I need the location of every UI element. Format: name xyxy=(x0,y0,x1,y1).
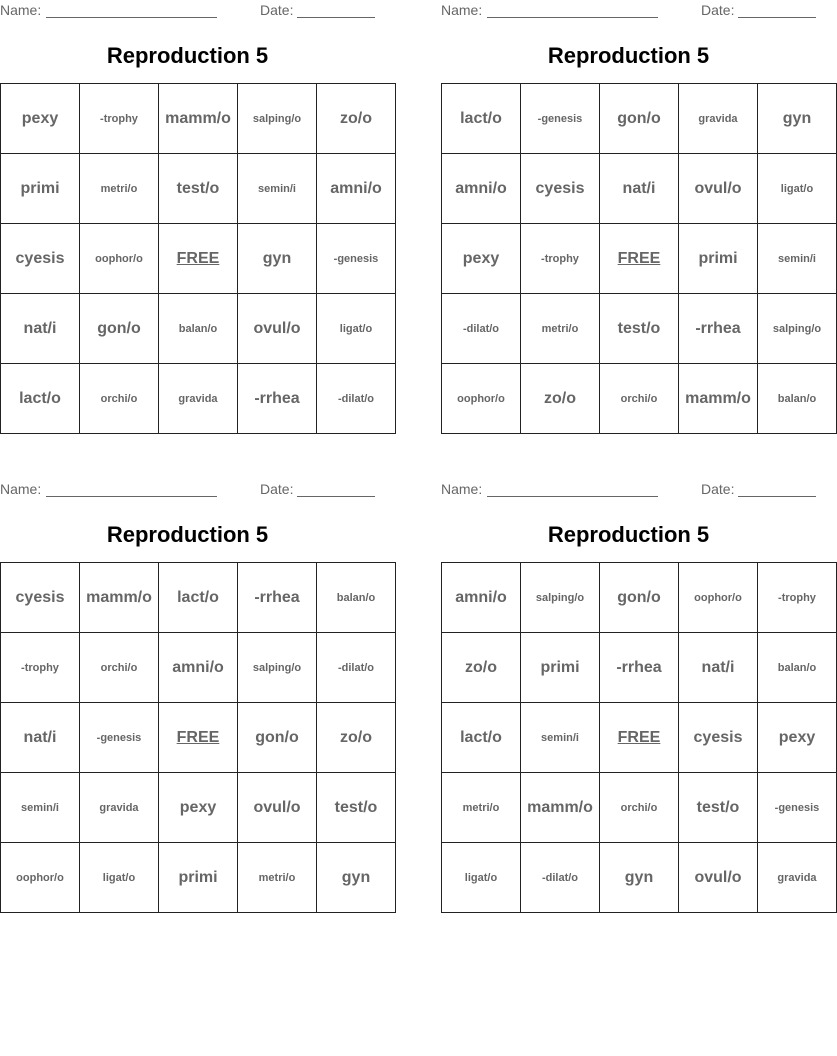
bingo-cell: zo/o xyxy=(317,84,396,154)
bingo-cell: lact/o xyxy=(442,703,521,773)
bingo-cell: test/o xyxy=(159,154,238,224)
bingo-row xyxy=(442,364,837,434)
bingo-cell: -genesis xyxy=(80,703,159,773)
bingo-cell: gon/o xyxy=(600,84,679,154)
name-blank-line xyxy=(46,496,217,497)
card-header xyxy=(0,0,375,20)
bingo-cell: ovul/o xyxy=(679,843,758,913)
card-title: Reproduction 5 xyxy=(106,522,269,547)
bingo-cell: gyn xyxy=(600,843,679,913)
bingo-cell: amni/o xyxy=(159,633,238,703)
bingo-cell: -dilat/o xyxy=(521,843,600,913)
bingo-cell: gravida xyxy=(159,364,238,434)
bingo-row xyxy=(442,633,837,703)
bingo-cell: amni/o xyxy=(442,563,521,633)
bingo-row xyxy=(1,633,396,703)
bingo-row xyxy=(442,154,837,224)
bingo-row xyxy=(1,154,396,224)
bingo-cell: balan/o xyxy=(758,633,837,703)
bingo-cell: -rrhea xyxy=(679,294,758,364)
free-space: FREE xyxy=(600,703,679,773)
bingo-row xyxy=(1,84,396,154)
bingo-grid xyxy=(0,83,396,434)
name-blank-line xyxy=(46,17,217,18)
bingo-cell: gyn xyxy=(317,843,396,913)
bingo-cell: pexy xyxy=(159,773,238,843)
bingo-cell: -genesis xyxy=(317,224,396,294)
free-space: FREE xyxy=(159,224,238,294)
bingo-cell: zo/o xyxy=(442,633,521,703)
date-label: Date: xyxy=(260,481,294,497)
name-label: Name: xyxy=(441,481,483,497)
bingo-cell: semin/i xyxy=(758,224,837,294)
free-space: FREE xyxy=(159,703,238,773)
bingo-cell: primi xyxy=(159,843,238,913)
date-label: Date: xyxy=(701,481,735,497)
card-header xyxy=(0,479,375,499)
bingo-cell: -dilat/o xyxy=(317,633,396,703)
bingo-cell: primi xyxy=(679,224,758,294)
bingo-cell: salping/o xyxy=(238,84,317,154)
bingo-cell: gravida xyxy=(679,84,758,154)
bingo-card-4 xyxy=(441,479,820,919)
bingo-cell: -dilat/o xyxy=(442,294,521,364)
bingo-row xyxy=(1,703,396,773)
bingo-row xyxy=(442,563,837,633)
bingo-cell: lact/o xyxy=(1,364,80,434)
bingo-row xyxy=(1,224,396,294)
name-blank-line xyxy=(487,496,658,497)
bingo-cell: -rrhea xyxy=(600,633,679,703)
bingo-row xyxy=(1,364,396,434)
bingo-cell: gyn xyxy=(238,224,317,294)
bingo-card-3 xyxy=(0,479,378,919)
bingo-cell: primi xyxy=(1,154,80,224)
bingo-card-2 xyxy=(441,0,822,440)
bingo-cell: cyesis xyxy=(1,563,80,633)
bingo-cell: mamm/o xyxy=(159,84,238,154)
card-title: Reproduction 5 xyxy=(547,522,710,547)
bingo-cell: -dilat/o xyxy=(317,364,396,434)
bingo-cell: -genesis xyxy=(521,84,600,154)
date-label: Date: xyxy=(260,2,294,18)
bingo-cell: -rrhea xyxy=(238,364,317,434)
bingo-cell: -trophy xyxy=(521,224,600,294)
bingo-cell: -trophy xyxy=(1,633,80,703)
bingo-cell: metri/o xyxy=(521,294,600,364)
bingo-cell: -trophy xyxy=(758,563,837,633)
bingo-cell: oophor/o xyxy=(80,224,159,294)
bingo-cell: salping/o xyxy=(238,633,317,703)
date-blank-line xyxy=(738,496,816,497)
bingo-cell: oophor/o xyxy=(1,843,80,913)
bingo-cell: mamm/o xyxy=(679,364,758,434)
bingo-cell: ligat/o xyxy=(317,294,396,364)
bingo-cell: semin/i xyxy=(238,154,317,224)
bingo-row xyxy=(442,84,837,154)
bingo-cell: test/o xyxy=(600,294,679,364)
bingo-cell: nat/i xyxy=(600,154,679,224)
bingo-cell: gravida xyxy=(758,843,837,913)
card-title: Reproduction 5 xyxy=(547,43,710,68)
name-blank-line xyxy=(487,17,658,18)
bingo-row xyxy=(1,843,396,913)
bingo-cell: amni/o xyxy=(442,154,521,224)
name-label: Name: xyxy=(0,481,42,497)
bingo-cell: cyesis xyxy=(1,224,80,294)
bingo-cell: salping/o xyxy=(521,563,600,633)
date-blank-line xyxy=(738,17,816,18)
bingo-cell: gon/o xyxy=(80,294,159,364)
bingo-cell: -trophy xyxy=(80,84,159,154)
bingo-cell: mamm/o xyxy=(521,773,600,843)
bingo-cell: -genesis xyxy=(758,773,837,843)
bingo-row xyxy=(1,773,396,843)
bingo-cell: metri/o xyxy=(80,154,159,224)
bingo-cell: ovul/o xyxy=(238,294,317,364)
bingo-cell: pexy xyxy=(442,224,521,294)
bingo-cell: ligat/o xyxy=(80,843,159,913)
bingo-cell: lact/o xyxy=(442,84,521,154)
bingo-cell: zo/o xyxy=(521,364,600,434)
bingo-cell: orchi/o xyxy=(80,364,159,434)
bingo-cell: -rrhea xyxy=(238,563,317,633)
bingo-cell: ligat/o xyxy=(442,843,521,913)
bingo-cell: orchi/o xyxy=(600,364,679,434)
bingo-cell: nat/i xyxy=(1,703,80,773)
bingo-cell: oophor/o xyxy=(679,563,758,633)
bingo-cell: test/o xyxy=(679,773,758,843)
bingo-row xyxy=(1,563,396,633)
bingo-cell: orchi/o xyxy=(600,773,679,843)
bingo-cell: pexy xyxy=(1,84,80,154)
bingo-row xyxy=(442,224,837,294)
bingo-row xyxy=(442,773,837,843)
bingo-cell: gyn xyxy=(758,84,837,154)
card-header xyxy=(441,479,816,499)
bingo-cell: orchi/o xyxy=(80,633,159,703)
bingo-cell: cyesis xyxy=(679,703,758,773)
bingo-cell: balan/o xyxy=(758,364,837,434)
bingo-cell: semin/i xyxy=(1,773,80,843)
bingo-cell: mamm/o xyxy=(80,563,159,633)
bingo-cell: lact/o xyxy=(159,563,238,633)
bingo-card-1 xyxy=(0,0,382,440)
bingo-row xyxy=(442,703,837,773)
bingo-grid xyxy=(441,562,837,913)
date-label: Date: xyxy=(701,2,735,18)
bingo-cell: nat/i xyxy=(679,633,758,703)
bingo-cell: oophor/o xyxy=(442,364,521,434)
name-label: Name: xyxy=(0,2,42,18)
bingo-cell: gon/o xyxy=(600,563,679,633)
name-label: Name: xyxy=(441,2,483,18)
bingo-cell: salping/o xyxy=(758,294,837,364)
bingo-cell: semin/i xyxy=(521,703,600,773)
bingo-cell: zo/o xyxy=(317,703,396,773)
bingo-row xyxy=(442,294,837,364)
bingo-cell: pexy xyxy=(758,703,837,773)
bingo-row xyxy=(1,294,396,364)
bingo-cell: ovul/o xyxy=(238,773,317,843)
bingo-cell: balan/o xyxy=(317,563,396,633)
date-blank-line xyxy=(297,496,375,497)
bingo-cell: amni/o xyxy=(317,154,396,224)
bingo-cell: ligat/o xyxy=(758,154,837,224)
bingo-cell: cyesis xyxy=(521,154,600,224)
free-space: FREE xyxy=(600,224,679,294)
card-title: Reproduction 5 xyxy=(106,43,269,68)
bingo-cell: metri/o xyxy=(442,773,521,843)
bingo-cell: balan/o xyxy=(159,294,238,364)
bingo-grid xyxy=(0,562,396,913)
date-blank-line xyxy=(297,17,375,18)
bingo-grid xyxy=(441,83,837,434)
card-header xyxy=(441,0,816,20)
bingo-cell: nat/i xyxy=(1,294,80,364)
bingo-cell: gravida xyxy=(80,773,159,843)
bingo-cell: test/o xyxy=(317,773,396,843)
bingo-row xyxy=(442,843,837,913)
bingo-cell: gon/o xyxy=(238,703,317,773)
bingo-cell: primi xyxy=(521,633,600,703)
bingo-cell: ovul/o xyxy=(679,154,758,224)
bingo-cell: metri/o xyxy=(238,843,317,913)
